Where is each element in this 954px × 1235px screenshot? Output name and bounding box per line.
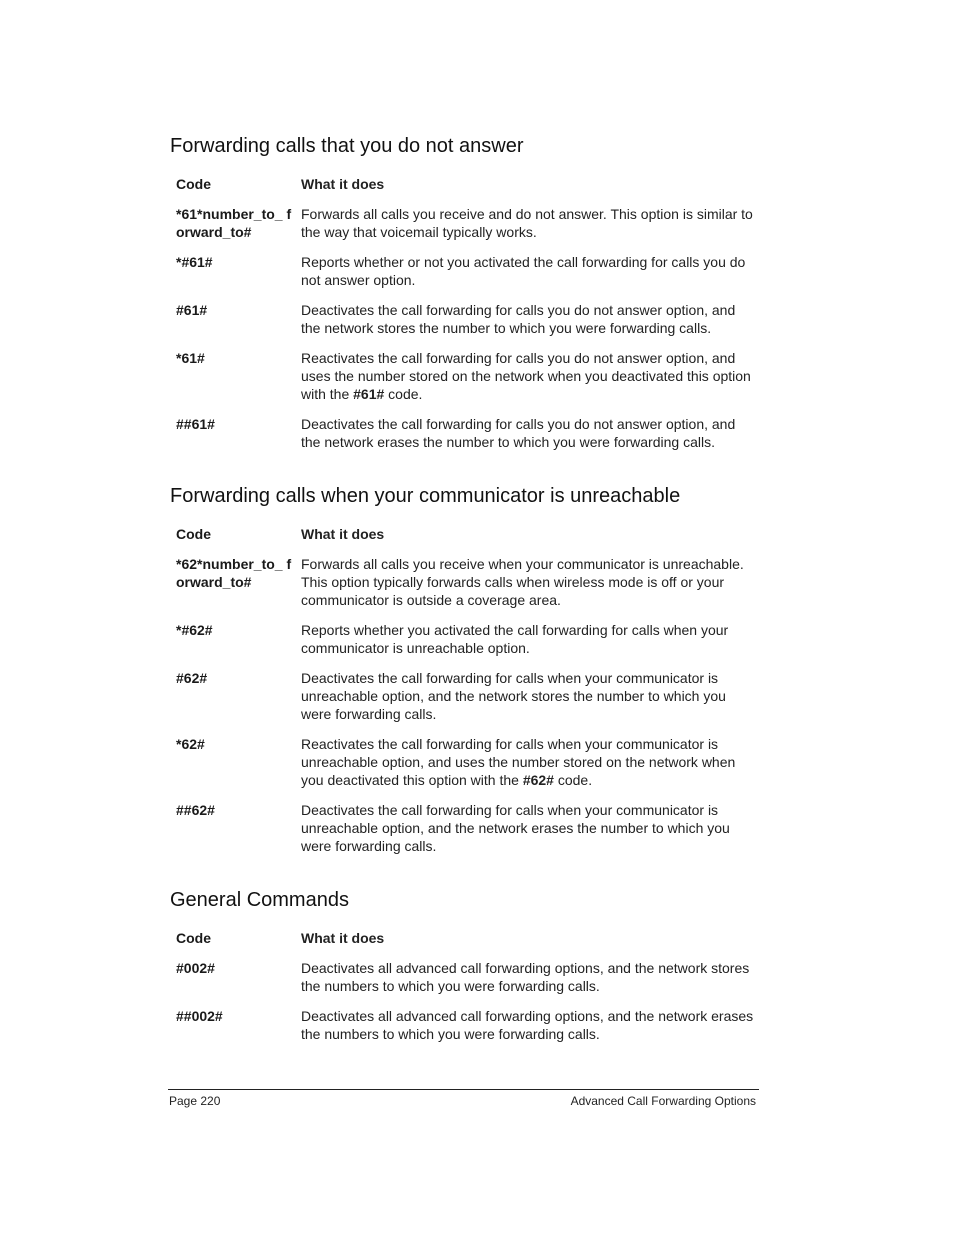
table-row [176,669,756,723]
description-cell: Deactivates the call forwarding for calls you do not answer option, and the network erases the number to which you were forwarding calls. [301,416,736,450]
table-header [176,175,756,205]
code-table [176,929,756,1055]
code-column-header: Code [176,526,211,542]
description-cell: Reactivates the call forwarding for calls you do not answer option, and uses the number stored on the network when you deactivated this option with the #61# code. [301,350,751,402]
description-cell: Deactivates the call forwarding for calls when your communicator is unreachable option, and the network stores the number to which you were forwarding calls. [301,670,726,722]
section-title: General Commands [170,889,349,911]
code-column-header: Code [176,930,211,946]
code-cell: *#62# [176,622,213,638]
code-cell: #61# [176,302,208,318]
table-row [176,801,756,855]
description-cell: Forwards all calls you receive and do not answer. This option is similar to the way that voicemail typically works. [301,206,753,240]
description-cell: Deactivates the call forwarding for calls when your communicator is unreachable option, and the network erases the number to which you were forwarding calls. [301,802,730,854]
code-cell: ##62# [176,802,215,818]
code-cell: #002# [176,960,215,976]
table-header [176,929,756,959]
table-row [176,555,756,609]
table-header [176,525,756,555]
inline-code: #61# [353,386,385,402]
description-cell: Deactivates all advanced call forwarding options, and the network erases the numbers to which you were forwarding calls. [301,1008,754,1042]
footer-divider [168,1089,759,1090]
description-column-header: What it does [301,930,385,946]
description-cell: Deactivates the call forwarding for calls you do not answer option, and the network stores the number to which you were forwarding calls. [301,302,736,336]
code-cell: ##61# [176,416,215,432]
section-title: Forwarding calls when your communicator is unreachable [170,485,681,507]
code-cell: #62# [176,670,208,686]
page-number: Page 220 [169,1094,221,1108]
code-cell: *61*number_to_ forward_to# [176,206,292,240]
description-cell: Reactivates the call forwarding for calls when your communicator is unreachable option, and uses the number stored on the network when you deactivated this option with the #62# code. [301,736,736,788]
table-row [176,415,756,451]
description-cell: Reports whether you activated the call forwarding for calls when your communicator is unreachable option. [301,622,729,656]
table-row [176,735,756,789]
table-row [176,205,756,241]
code-table [176,175,756,463]
code-cell: *#61# [176,254,213,270]
code-column-header: Code [176,176,211,192]
table-row [176,253,756,289]
code-table [176,525,756,867]
code-cell: *62*number_to_ forward_to# [176,556,292,590]
description-cell: Deactivates all advanced call forwarding options, and the network stores the numbers to which you were forwarding calls. [301,960,750,994]
chapter-title: Advanced Call Forwarding Options [570,1094,756,1108]
table-row [176,301,756,337]
table-row [176,349,756,403]
inline-code: #62# [522,772,554,788]
table-row [176,1007,756,1043]
table-row [176,621,756,657]
code-cell: ##002# [176,1008,223,1024]
description-cell: Reports whether or not you activated the call forwarding for calls you do not answer option. [301,254,746,288]
description-cell: Forwards all calls you receive when your communicator is unreachable. This option typically forwards calls when wireless mode is off or your communicator is outside a coverage area. [301,556,744,608]
description-column-header: What it does [301,526,385,542]
table-row [176,959,756,995]
section-title: Forwarding calls that you do not answer [170,135,524,157]
code-cell: *61# [176,350,205,366]
description-column-header: What it does [301,176,385,192]
code-cell: *62# [176,736,205,752]
